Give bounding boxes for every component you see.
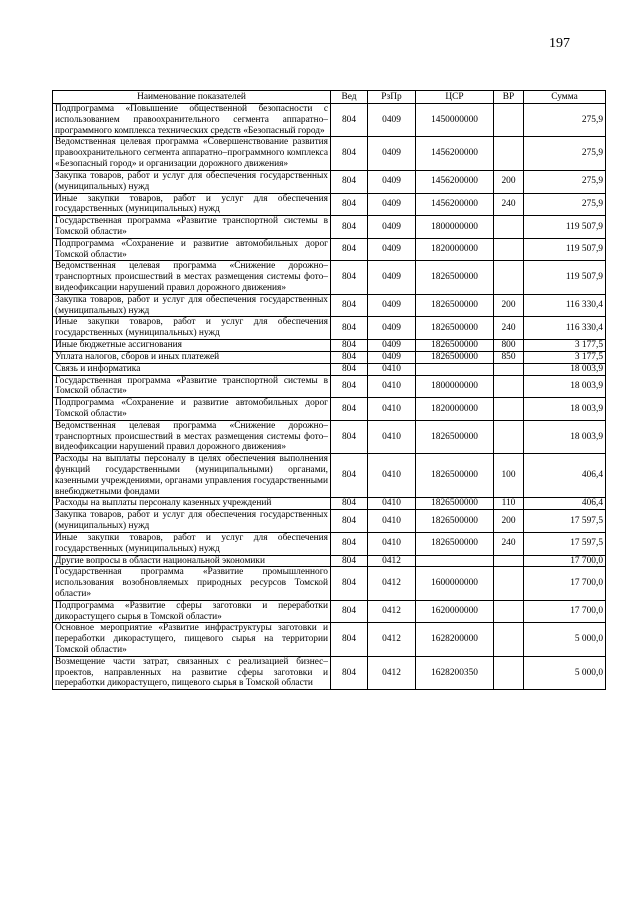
row-ved-cell: 804	[331, 340, 368, 352]
row-ved-cell: 804	[331, 216, 368, 239]
row-ved-cell: 804	[331, 193, 368, 216]
row-ved-cell: 804	[331, 317, 368, 340]
row-csr-cell: 1826500000	[416, 317, 494, 340]
row-rzpr-cell: 0409	[368, 170, 416, 193]
row-sum-cell: 17 700,0	[524, 567, 606, 600]
row-ved-cell: 804	[331, 363, 368, 375]
row-name-cell: Иные закупки товаров, работ и услуг для обеспечения государственных (муниципальных) нужд	[53, 193, 331, 216]
row-ved-cell: 804	[331, 170, 368, 193]
table-row	[53, 193, 606, 216]
row-name-cell: Закупка товаров, работ и услуг для обеспечения государственных (муниципальных) нужд	[53, 294, 331, 317]
row-vr-cell: 240	[494, 317, 524, 340]
table-row	[53, 420, 606, 453]
budget-table	[52, 90, 606, 690]
row-name-cell: Подпрограмма «Сохранение и развитие автомобильных дорог Томской области»	[53, 398, 331, 421]
row-rzpr-cell: 0409	[368, 351, 416, 363]
row-vr-cell	[494, 104, 524, 137]
row-vr-cell	[494, 398, 524, 421]
row-csr-cell: 1600000000	[416, 567, 494, 600]
row-vr-cell: 200	[494, 170, 524, 193]
row-sum-cell: 3 177,5	[524, 340, 606, 352]
row-name-cell: Ведомственная целевая программа «Снижение дорожно–транспортных происшествий в местах размещения системы фото–видеофиксации нарушений правил дорожного движения»	[53, 420, 331, 453]
row-rzpr-cell: 0409	[368, 340, 416, 352]
row-sum-cell: 17 597,5	[524, 532, 606, 555]
row-vr-cell	[494, 216, 524, 239]
table-row	[53, 398, 606, 421]
row-vr-cell: 850	[494, 351, 524, 363]
row-name-cell: Закупка товаров, работ и услуг для обеспечения государственных (муниципальных) нужд	[53, 510, 331, 533]
row-rzpr-cell: 0410	[368, 363, 416, 375]
row-csr-cell: 1826500000	[416, 351, 494, 363]
row-csr-cell	[416, 555, 494, 567]
row-sum-cell: 18 003,9	[524, 375, 606, 398]
row-ved-cell: 804	[331, 351, 368, 363]
row-vr-cell	[494, 238, 524, 261]
row-sum-cell: 119 507,9	[524, 216, 606, 239]
row-vr-cell	[494, 623, 524, 656]
column-header-name: Наименование показателей	[53, 91, 331, 104]
row-vr-cell	[494, 137, 524, 170]
row-ved-cell: 804	[331, 567, 368, 600]
table-row	[53, 510, 606, 533]
row-ved-cell: 804	[331, 261, 368, 294]
table-row	[53, 656, 606, 689]
row-csr-cell: 1628200350	[416, 656, 494, 689]
row-csr-cell: 1820000000	[416, 398, 494, 421]
row-csr-cell: 1800000000	[416, 375, 494, 398]
row-sum-cell: 17 700,0	[524, 555, 606, 567]
table-row	[53, 555, 606, 567]
row-ved-cell: 804	[331, 656, 368, 689]
row-vr-cell: 240	[494, 532, 524, 555]
row-name-cell: Основное мероприятие «Развитие инфраструктуры заготовки и переработки дикорастущего, пищевого сырья на территории Томской области»	[53, 623, 331, 656]
row-sum-cell: 17 700,0	[524, 600, 606, 623]
row-vr-cell	[494, 567, 524, 600]
table-row	[53, 498, 606, 510]
row-rzpr-cell: 0410	[368, 498, 416, 510]
row-name-cell: Иные закупки товаров, работ и услуг для обеспечения государственных (муниципальных) нужд	[53, 317, 331, 340]
row-name-cell: Расходы на выплаты персоналу в целях обеспечения выполнения функций государственными (муниципальными) органами, казенными учреждениями, органами управления государственными внебюджетными фондами	[53, 454, 331, 498]
row-csr-cell: 1826500000	[416, 294, 494, 317]
row-sum-cell: 18 003,9	[524, 398, 606, 421]
column-header-rzpr: РзПр	[368, 91, 416, 104]
row-sum-cell: 275,9	[524, 193, 606, 216]
row-vr-cell	[494, 600, 524, 623]
row-name-cell: Иные закупки товаров, работ и услуг для обеспечения государственных (муниципальных) нужд	[53, 532, 331, 555]
row-sum-cell: 18 003,9	[524, 420, 606, 453]
row-sum-cell: 116 330,4	[524, 317, 606, 340]
table-row	[53, 600, 606, 623]
row-rzpr-cell: 0409	[368, 104, 416, 137]
row-rzpr-cell: 0412	[368, 567, 416, 600]
row-rzpr-cell: 0412	[368, 623, 416, 656]
row-sum-cell: 275,9	[524, 104, 606, 137]
row-csr-cell: 1826500000	[416, 532, 494, 555]
row-name-cell: Государственная программа «Развитие промышленного использования возобновляемых природных ресурсов Томской области»	[53, 567, 331, 600]
row-csr-cell: 1826500000	[416, 498, 494, 510]
row-name-cell: Другие вопросы в области национальной экономики	[53, 555, 331, 567]
row-vr-cell: 200	[494, 510, 524, 533]
row-ved-cell: 804	[331, 510, 368, 533]
row-rzpr-cell: 0409	[368, 238, 416, 261]
row-vr-cell	[494, 555, 524, 567]
row-csr-cell: 1826500000	[416, 261, 494, 294]
row-rzpr-cell: 0410	[368, 420, 416, 453]
row-ved-cell: 804	[331, 623, 368, 656]
row-rzpr-cell: 0410	[368, 454, 416, 498]
row-ved-cell: 804	[331, 137, 368, 170]
row-name-cell: Подпрограмма «Сохранение и развитие автомобильных дорог Томской области»	[53, 238, 331, 261]
row-ved-cell: 804	[331, 420, 368, 453]
table-row	[53, 532, 606, 555]
table-row	[53, 170, 606, 193]
row-vr-cell	[494, 420, 524, 453]
row-rzpr-cell: 0412	[368, 555, 416, 567]
row-csr-cell: 1620000000	[416, 600, 494, 623]
row-rzpr-cell: 0410	[368, 398, 416, 421]
table-row	[53, 261, 606, 294]
row-csr-cell: 1826500000	[416, 420, 494, 453]
table-row	[53, 351, 606, 363]
row-vr-cell	[494, 363, 524, 375]
table-row	[53, 317, 606, 340]
row-name-cell: Подпрограмма «Повышение общественной безопасности с использованием правоохранительного сегмента аппаратно–программного комплекса технических средств «Безопасный город»	[53, 104, 331, 137]
page-number: 197	[549, 36, 570, 51]
row-ved-cell: 804	[331, 238, 368, 261]
row-sum-cell: 116 330,4	[524, 294, 606, 317]
row-ved-cell: 804	[331, 104, 368, 137]
row-sum-cell: 406,4	[524, 454, 606, 498]
row-vr-cell: 100	[494, 454, 524, 498]
row-sum-cell: 119 507,9	[524, 238, 606, 261]
row-rzpr-cell: 0409	[368, 261, 416, 294]
row-csr-cell: 1826500000	[416, 454, 494, 498]
row-csr-cell: 1456200000	[416, 137, 494, 170]
row-ved-cell: 804	[331, 498, 368, 510]
table-header-row	[53, 91, 606, 104]
row-csr-cell: 1826500000	[416, 510, 494, 533]
row-name-cell: Расходы на выплаты персоналу казенных учреждений	[53, 498, 331, 510]
table-row	[53, 238, 606, 261]
row-name-cell: Связь и информатика	[53, 363, 331, 375]
row-vr-cell: 200	[494, 294, 524, 317]
row-name-cell: Подпрограмма «Развитие сферы заготовки и переработки дикорастущего сырья в Томской области»	[53, 600, 331, 623]
row-sum-cell: 119 507,9	[524, 261, 606, 294]
row-name-cell: Иные бюджетные ассигнования	[53, 340, 331, 352]
table-row	[53, 294, 606, 317]
row-ved-cell: 804	[331, 375, 368, 398]
table-row	[53, 454, 606, 498]
row-sum-cell: 5 000,0	[524, 656, 606, 689]
row-name-cell: Государственная программа «Развитие транспортной системы в Томской области»	[53, 375, 331, 398]
column-header-vr: ВР	[494, 91, 524, 104]
row-csr-cell: 1820000000	[416, 238, 494, 261]
row-rzpr-cell: 0409	[368, 193, 416, 216]
table-row	[53, 375, 606, 398]
row-name-cell: Ведомственная целевая программа «Совершенствование развития правоохранительного сегмента аппаратно–программного комплекса «Безопасный город» и организации дорожного движения»	[53, 137, 331, 170]
row-csr-cell: 1800000000	[416, 216, 494, 239]
column-header-ved: Вед	[331, 91, 368, 104]
row-ved-cell: 804	[331, 532, 368, 555]
row-ved-cell: 804	[331, 454, 368, 498]
row-rzpr-cell: 0412	[368, 600, 416, 623]
row-rzpr-cell: 0410	[368, 510, 416, 533]
row-rzpr-cell: 0412	[368, 656, 416, 689]
row-sum-cell: 3 177,5	[524, 351, 606, 363]
row-vr-cell	[494, 261, 524, 294]
table-row	[53, 567, 606, 600]
row-name-cell: Уплата налогов, сборов и иных платежей	[53, 351, 331, 363]
row-name-cell: Ведомственная целевая программа «Снижение дорожно–транспортных происшествий в местах размещения системы фото–видеофиксации нарушений правил дорожного движения»	[53, 261, 331, 294]
table-row	[53, 104, 606, 137]
row-rzpr-cell: 0410	[368, 532, 416, 555]
row-csr-cell	[416, 363, 494, 375]
table-row	[53, 216, 606, 239]
row-rzpr-cell: 0410	[368, 375, 416, 398]
row-sum-cell: 275,9	[524, 170, 606, 193]
table-row	[53, 340, 606, 352]
row-csr-cell: 1456200000	[416, 170, 494, 193]
table-row	[53, 623, 606, 656]
row-csr-cell: 1456200000	[416, 193, 494, 216]
table-row	[53, 363, 606, 375]
row-vr-cell	[494, 375, 524, 398]
column-header-sum: Сумма	[524, 91, 606, 104]
row-ved-cell: 804	[331, 555, 368, 567]
row-rzpr-cell: 0409	[368, 216, 416, 239]
row-sum-cell: 5 000,0	[524, 623, 606, 656]
row-sum-cell: 17 597,5	[524, 510, 606, 533]
column-header-csr: ЦСР	[416, 91, 494, 104]
row-name-cell: Возмещение части затрат, связанных с реализацией бизнес–проектов, направленных на развитие сферы заготовки и переработки дикорастущего, пищевого сырья в Томской области	[53, 656, 331, 689]
row-vr-cell: 240	[494, 193, 524, 216]
row-ved-cell: 804	[331, 600, 368, 623]
table-row	[53, 137, 606, 170]
row-csr-cell: 1826500000	[416, 340, 494, 352]
row-rzpr-cell: 0409	[368, 137, 416, 170]
row-name-cell: Закупка товаров, работ и услуг для обеспечения государственных (муниципальных) нужд	[53, 170, 331, 193]
row-vr-cell	[494, 656, 524, 689]
row-vr-cell: 800	[494, 340, 524, 352]
row-sum-cell: 406,4	[524, 498, 606, 510]
row-vr-cell: 110	[494, 498, 524, 510]
row-csr-cell: 1450000000	[416, 104, 494, 137]
row-sum-cell: 18 003,9	[524, 363, 606, 375]
table-body	[53, 104, 606, 690]
row-rzpr-cell: 0409	[368, 317, 416, 340]
row-ved-cell: 804	[331, 398, 368, 421]
row-rzpr-cell: 0409	[368, 294, 416, 317]
row-name-cell: Государственная программа «Развитие транспортной системы в Томской области»	[53, 216, 331, 239]
row-sum-cell: 275,9	[524, 137, 606, 170]
row-ved-cell: 804	[331, 294, 368, 317]
row-csr-cell: 1628200000	[416, 623, 494, 656]
